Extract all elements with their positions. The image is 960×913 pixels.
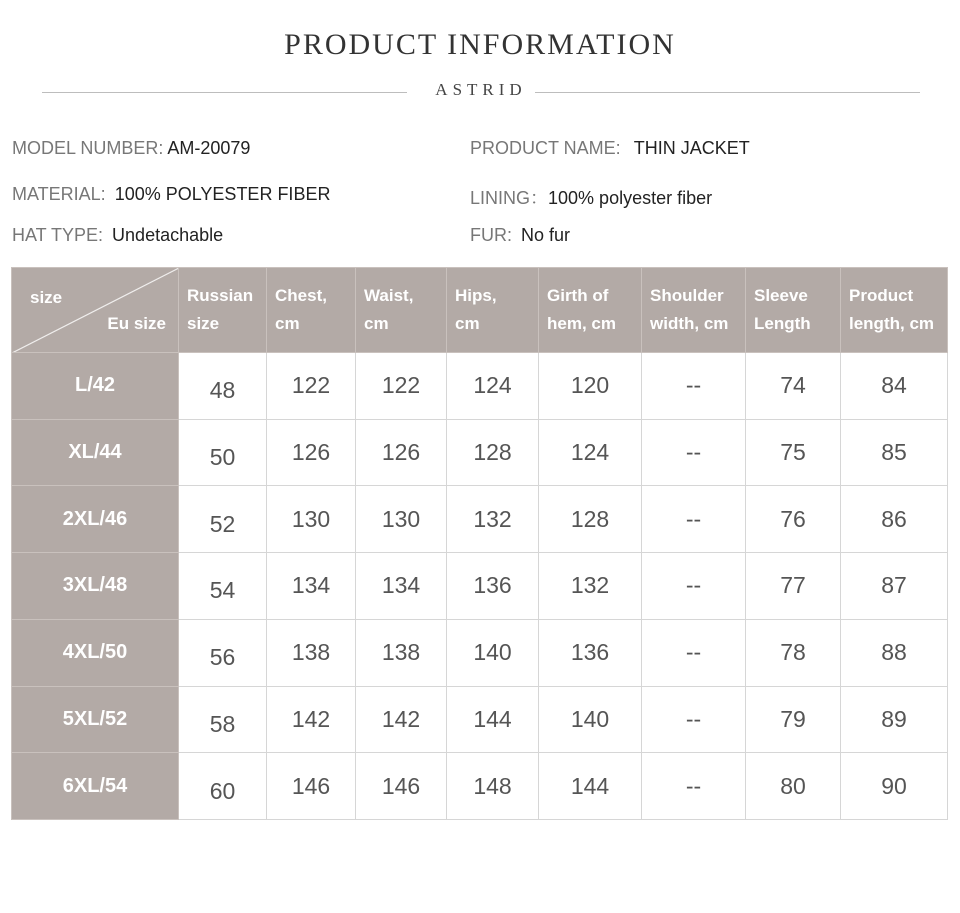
table-cell: 140 — [539, 686, 642, 753]
table-cell: 144 — [447, 686, 539, 753]
divider-line-right — [535, 92, 920, 93]
table-cell: -- — [642, 553, 746, 620]
table-cell: 58 — [179, 686, 267, 753]
table-cell: 130 — [267, 486, 356, 553]
brand-name: ASTRID — [435, 80, 527, 99]
table-cell: 128 — [447, 419, 539, 486]
table-cell: 122 — [267, 353, 356, 420]
table-cell: 84 — [841, 353, 948, 420]
table-cell: -- — [642, 686, 746, 753]
table-row — [12, 486, 948, 553]
material-value: 100% POLYESTER FIBER — [114, 184, 331, 204]
table-cell: 74 — [746, 353, 841, 420]
table-row — [12, 753, 948, 820]
brand-divider — [42, 80, 920, 104]
table-cell: 60 — [179, 753, 267, 820]
table-cell: 52 — [179, 486, 267, 553]
table-cell: 120 — [539, 353, 642, 420]
page-title: PRODUCT INFORMATION — [284, 28, 676, 61]
table-cell: 140 — [447, 619, 539, 686]
lining-value: 100% polyester fiber — [548, 188, 713, 208]
corner-label-eu-size: Eu size — [107, 314, 166, 333]
table-header-row — [12, 268, 948, 353]
column-header: Shoulder width, cm — [642, 268, 746, 353]
hat-type-value: Undetachable — [112, 225, 224, 245]
model-number-label: MODEL NUMBER: — [12, 138, 164, 158]
hat-type-label: HAT TYPE: — [12, 225, 104, 245]
table-cell: 136 — [539, 619, 642, 686]
table-cell: 148 — [447, 753, 539, 820]
row-size-label: 2XL/46 — [12, 486, 179, 553]
table-cell: -- — [642, 486, 746, 553]
table-cell: 138 — [267, 619, 356, 686]
table-cell: 124 — [539, 419, 642, 486]
lining-field — [470, 184, 712, 210]
table-cell: 54 — [179, 553, 267, 620]
row-size-label: 5XL/52 — [12, 686, 179, 753]
column-header: Girth of hem, cm — [539, 268, 642, 353]
table-row — [12, 353, 948, 420]
lining-label: LINING： — [470, 188, 549, 208]
table-cell: 89 — [841, 686, 948, 753]
product-name-label: PRODUCT NAME: — [470, 138, 621, 158]
table-cell: 88 — [841, 619, 948, 686]
product-name-field — [470, 138, 750, 159]
table-cell: 142 — [356, 686, 447, 753]
row-size-label: 6XL/54 — [12, 753, 179, 820]
size-chart-table — [11, 267, 948, 820]
table-cell: 126 — [356, 419, 447, 486]
table-cell: 132 — [447, 486, 539, 553]
table-row — [12, 419, 948, 486]
table-row — [12, 686, 948, 753]
table-cell: -- — [642, 753, 746, 820]
table-cell: 50 — [179, 419, 267, 486]
column-header: Chest, cm — [267, 268, 356, 353]
table-cell: 90 — [841, 753, 948, 820]
table-cell: 124 — [447, 353, 539, 420]
table-cell: 87 — [841, 553, 948, 620]
size-corner-header — [12, 268, 179, 353]
table-cell: -- — [642, 353, 746, 420]
column-header: Russian size — [179, 268, 267, 353]
table-cell: 78 — [746, 619, 841, 686]
table-cell: 77 — [746, 553, 841, 620]
table-cell: 134 — [356, 553, 447, 620]
table-cell: 75 — [746, 419, 841, 486]
table-cell: -- — [642, 419, 746, 486]
fur-field — [470, 225, 570, 246]
column-header: Waist, cm — [356, 268, 447, 353]
row-size-label: 3XL/48 — [12, 553, 179, 620]
table-cell: 136 — [447, 553, 539, 620]
column-header: Sleeve Length — [746, 268, 841, 353]
table-cell: 138 — [356, 619, 447, 686]
table-cell: 76 — [746, 486, 841, 553]
table-cell: 79 — [746, 686, 841, 753]
table-cell: 146 — [356, 753, 447, 820]
table-row — [12, 553, 948, 620]
table-cell: 56 — [179, 619, 267, 686]
table-cell: 86 — [841, 486, 948, 553]
model-number-value: AM-20079 — [167, 138, 251, 158]
column-header: Hips, cm — [447, 268, 539, 353]
row-size-label: 4XL/50 — [12, 619, 179, 686]
row-size-label: XL/44 — [12, 419, 179, 486]
column-header: Product length, cm — [841, 268, 948, 353]
row-size-label: L/42 — [12, 353, 179, 420]
product-name-value: THIN JACKET — [633, 138, 750, 158]
model-number-field — [12, 138, 250, 159]
table-cell: 48 — [179, 353, 267, 420]
table-cell: 122 — [356, 353, 447, 420]
table-cell: 142 — [267, 686, 356, 753]
table-cell: 130 — [356, 486, 447, 553]
corner-label-size: size — [30, 288, 63, 307]
fur-value: No fur — [521, 225, 571, 245]
material-label: MATERIAL: — [12, 184, 106, 204]
table-cell: -- — [642, 619, 746, 686]
table-cell: 132 — [539, 553, 642, 620]
table-cell: 128 — [539, 486, 642, 553]
table-row — [12, 619, 948, 686]
table-cell: 144 — [539, 753, 642, 820]
table-cell: 80 — [746, 753, 841, 820]
fur-label: FUR: — [470, 225, 512, 245]
material-field — [12, 184, 330, 205]
table-cell: 146 — [267, 753, 356, 820]
hat-type-field — [12, 225, 223, 246]
table-cell: 134 — [267, 553, 356, 620]
table-cell: 126 — [267, 419, 356, 486]
table-cell: 85 — [841, 419, 948, 486]
